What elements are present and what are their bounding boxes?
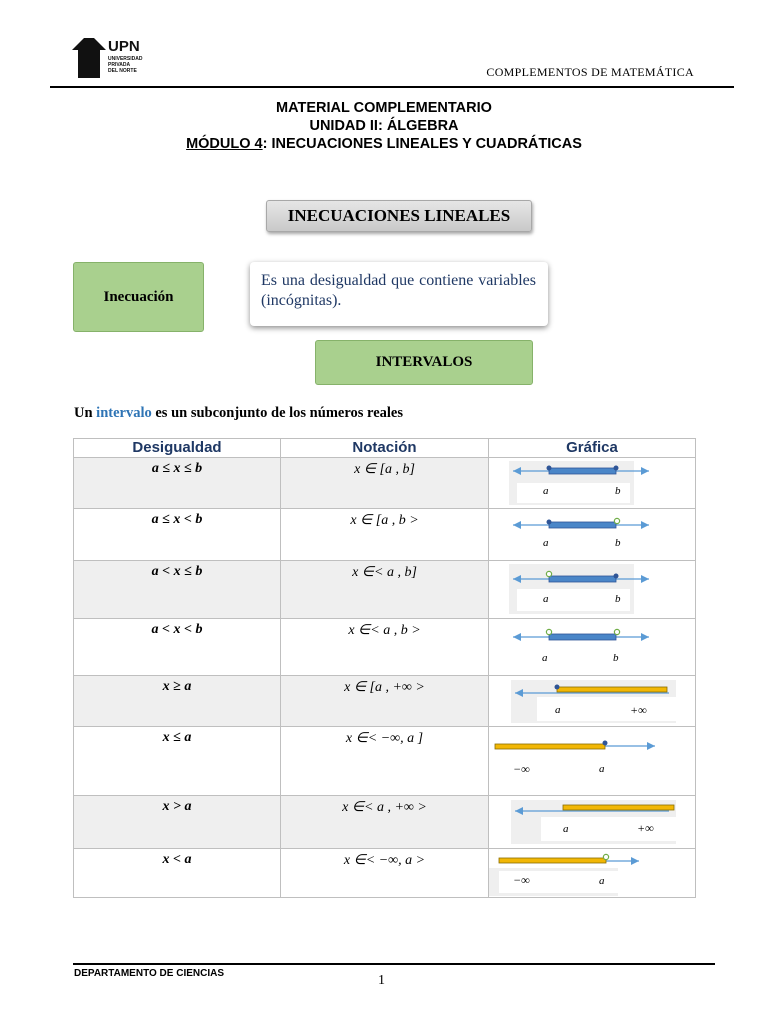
svg-text:DEL NORTE: DEL NORTE xyxy=(108,68,137,74)
graph-label-right: b xyxy=(615,593,621,605)
interval-bar xyxy=(563,805,674,810)
section-title-box: INECUACIONES LINEALES xyxy=(266,200,532,232)
title-line-2: UNIDAD II: ÁLGEBRA xyxy=(309,118,459,134)
graph-cell xyxy=(489,727,696,796)
footer-department: DEPARTAMENTO DE CIENCIAS xyxy=(74,968,225,979)
table-row xyxy=(74,796,696,849)
interval-bar xyxy=(549,522,616,528)
open-endpoint xyxy=(614,518,619,523)
interval-bar xyxy=(557,687,667,692)
notation-cell: x ∈ [a , b] xyxy=(281,458,489,509)
title-line-3: MÓDULO 4: INECUACIONES LINEALES Y CUADRÁTICAS xyxy=(186,136,582,152)
table-row xyxy=(74,509,696,561)
open-endpoint xyxy=(614,629,619,634)
table-row xyxy=(74,619,696,676)
graph-cell xyxy=(489,561,696,619)
open-endpoint xyxy=(603,854,608,859)
notation-cell: x ∈< a , b] xyxy=(281,561,489,619)
notation-cell: x ∈< a , b > xyxy=(281,619,489,676)
interval-bar xyxy=(499,858,606,863)
graph-cell xyxy=(489,849,696,898)
graph-cell xyxy=(489,619,696,676)
graph-label-left: a xyxy=(543,593,549,605)
term-box: Inecuación xyxy=(73,262,204,332)
open-endpoint xyxy=(546,629,551,634)
graph-label-left: a xyxy=(543,537,549,549)
interval-graph xyxy=(489,619,696,676)
inequality-cell: x > a xyxy=(74,796,281,849)
page-number: 1 xyxy=(378,973,385,988)
document-titles xyxy=(0,99,768,153)
inequality-cell: x < a xyxy=(74,849,281,898)
open-endpoint xyxy=(546,571,551,576)
interval-bar xyxy=(549,468,616,474)
footer-rule xyxy=(73,963,715,965)
graph-label-right: +∞ xyxy=(630,703,647,717)
interval-graph xyxy=(489,458,696,509)
definition-box xyxy=(250,262,548,326)
interval-bar xyxy=(549,634,616,640)
table-row xyxy=(74,727,696,796)
graph-label-left: a xyxy=(543,485,549,497)
inequality-cell: a ≤ x ≤ b xyxy=(74,458,281,509)
logo-text: UPN xyxy=(108,38,140,55)
inequality-cell: x ≤ a xyxy=(74,727,281,796)
graph-label-left: a xyxy=(555,704,561,716)
course-title: COMPLEMENTOS DE MATEMÁTICA xyxy=(486,65,694,79)
closed-endpoint xyxy=(603,741,608,746)
svg-text:PRIVADA: PRIVADA xyxy=(108,62,131,68)
intro-text: Un intervalo es un subconjunto de los números reales xyxy=(74,405,403,421)
graph-label-right: b xyxy=(615,485,621,497)
graph-cell xyxy=(489,676,696,727)
graph-label-right: b xyxy=(615,537,621,549)
title-line-1: MATERIAL COMPLEMENTARIO xyxy=(276,100,492,116)
graph-label-right: a xyxy=(599,875,605,887)
header-rule xyxy=(50,86,734,88)
graph-cell xyxy=(489,509,696,561)
graph-label-right: b xyxy=(613,652,619,664)
inequality-cell: x ≥ a xyxy=(74,676,281,727)
notation-cell: x ∈ [a , +∞ > xyxy=(281,676,489,727)
interval-graph xyxy=(489,509,696,561)
interval-bar xyxy=(495,744,605,749)
graph-label-left: a xyxy=(563,823,569,835)
notation-cell: x ∈< −∞, a > xyxy=(281,849,489,898)
closed-endpoint xyxy=(614,466,619,471)
intervals-box: INTERVALOS xyxy=(315,340,533,385)
table-row xyxy=(74,849,696,898)
interval-graph xyxy=(489,796,696,849)
graph-label-left: −∞ xyxy=(513,873,530,887)
graph-label-left: −∞ xyxy=(513,762,530,776)
table-row xyxy=(74,676,696,727)
closed-endpoint xyxy=(547,520,552,525)
table-row xyxy=(74,458,696,509)
notation-cell: x ∈< a , +∞ > xyxy=(281,796,489,849)
intro-keyword: intervalo xyxy=(96,405,152,421)
definition-text: Es una desigualdad que contiene variables (incógnitas). xyxy=(261,272,536,309)
notation-cell: x ∈< −∞, a ] xyxy=(281,727,489,796)
interval-bar xyxy=(549,576,616,582)
header-grafica: Gráfica xyxy=(489,439,696,458)
closed-endpoint xyxy=(555,685,560,690)
interval-graph xyxy=(489,561,696,619)
intervals-table xyxy=(73,438,696,898)
table-header-row xyxy=(74,439,696,458)
closed-endpoint xyxy=(614,574,619,579)
closed-endpoint xyxy=(547,466,552,471)
table-row xyxy=(74,561,696,619)
inequality-cell: a < x ≤ b xyxy=(74,561,281,619)
graph-label-right: a xyxy=(599,763,605,775)
interval-graph xyxy=(489,676,696,727)
graph-cell xyxy=(489,458,696,509)
header-desigualdad: Desigualdad xyxy=(74,439,281,458)
graph-label-right: +∞ xyxy=(637,821,654,835)
inequality-cell: a < x < b xyxy=(74,619,281,676)
inequality-cell: a ≤ x < b xyxy=(74,509,281,561)
graph-label-left: a xyxy=(542,652,548,664)
notation-cell: x ∈ [a , b > xyxy=(281,509,489,561)
upn-logo xyxy=(70,36,150,80)
svg-text:UNIVERSIDAD: UNIVERSIDAD xyxy=(108,56,143,62)
graph-cell xyxy=(489,796,696,849)
header-notacion: Notación xyxy=(281,439,489,458)
